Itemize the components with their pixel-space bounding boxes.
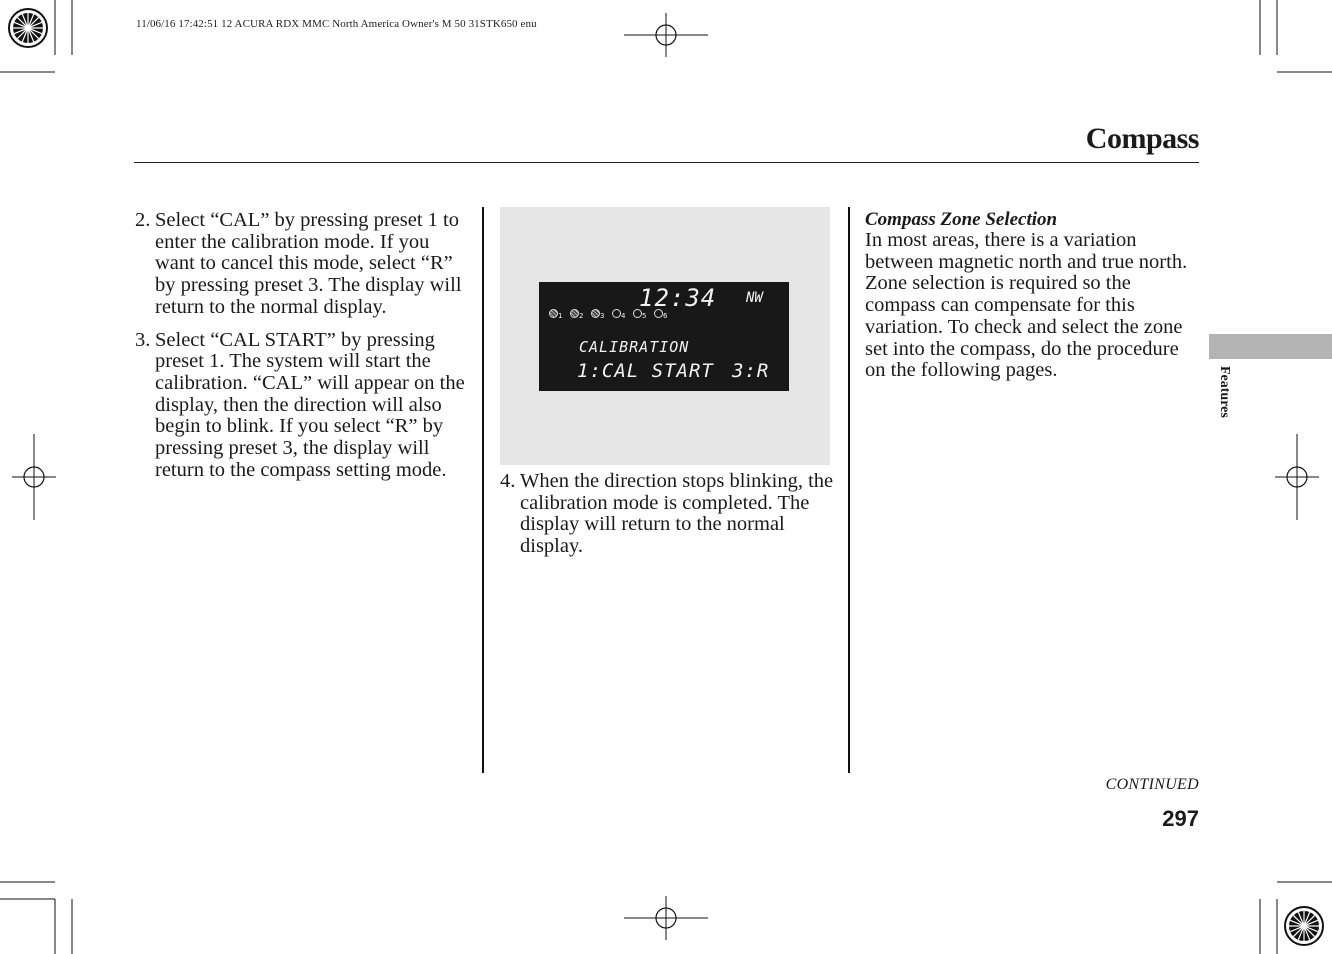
preset-indicators	[549, 308, 668, 320]
registration-sunburst-bottom-right	[1285, 907, 1323, 945]
preset-indicator	[612, 308, 626, 320]
lcd-option-return: 3:R	[732, 360, 770, 382]
registration-sunburst-top-left	[9, 9, 47, 47]
step-item	[135, 210, 465, 319]
column-divider	[848, 207, 850, 773]
step-number: 2.	[135, 209, 151, 231]
step-item	[500, 471, 835, 558]
column-1	[135, 210, 465, 492]
step-text: When the direction stops blinking, the calibration mode is completed. The display will return to the normal display.	[520, 470, 834, 558]
crosshair-right	[1275, 434, 1319, 520]
step-list	[135, 210, 465, 481]
preset-number: 1	[558, 312, 563, 320]
preset-number: 6	[663, 312, 668, 320]
disc-icon	[549, 309, 558, 318]
column-2	[500, 471, 835, 569]
continued-note: CONTINUED	[1105, 776, 1199, 793]
column-divider	[482, 207, 484, 773]
lcd-clock: 12:34	[639, 284, 717, 312]
step-list	[500, 471, 835, 558]
preset-indicator	[633, 308, 647, 320]
preset-number: 4	[621, 312, 626, 320]
preset-number: 2	[579, 312, 584, 320]
preset-indicator	[591, 308, 605, 320]
preset-number: 5	[642, 312, 647, 320]
section-paragraph: In most areas, there is a variation between magnetic north and true north. Zone selection is required so the compass can compensate for this variation. To check and select the zone set into the compass, do the procedure on the following pages.	[865, 229, 1188, 382]
lcd-mode-label: CALIBRATION	[579, 338, 690, 356]
disc-icon	[591, 309, 600, 318]
title-divider	[134, 162, 1199, 163]
section-tab-label	[1212, 366, 1236, 438]
page-number: 297	[1162, 806, 1199, 831]
lcd-display	[539, 282, 789, 391]
step-text: Select “CAL START” by pressing preset 1. The system will start the calibration. “CAL” will appear on the display, then the direction will also begin to blink. If you select “R” by pressing preset 3, the display will return to the compass setting mode.	[155, 328, 465, 481]
lcd-option-cal-start: 1:CAL START	[577, 360, 714, 382]
preset-indicator	[570, 308, 584, 320]
disc-icon	[612, 309, 621, 318]
preset-number: 3	[600, 312, 605, 320]
section-thumb-tab	[1209, 334, 1332, 359]
section-tab-text: Features	[1217, 366, 1232, 418]
preset-indicator	[549, 308, 563, 320]
step-number: 4.	[500, 470, 516, 492]
crosshair-bottom	[624, 896, 708, 940]
crosshair-top	[624, 13, 708, 57]
disc-icon	[654, 309, 663, 318]
lcd-compass-direction: NW	[746, 290, 763, 306]
disc-icon	[570, 309, 579, 318]
section-heading: Compass Zone Selection	[865, 209, 1058, 230]
step-number: 3.	[135, 328, 151, 351]
page-title: Compass	[1085, 122, 1199, 155]
crosshair-left	[12, 434, 56, 520]
preset-indicator	[654, 308, 668, 320]
print-job-header: 11/06/16 17:42:51 12 ACURA RDX MMC North America Owner's M 50 31STK650 enu	[136, 18, 537, 30]
column-3	[865, 209, 1200, 382]
step-text: Select “CAL” by pressing preset 1 to enter the calibration mode. If you want to cancel this mode, select “R” by pressing preset 3. The display will return to the normal display.	[155, 209, 462, 318]
disc-icon	[633, 309, 642, 318]
step-item	[135, 330, 465, 482]
